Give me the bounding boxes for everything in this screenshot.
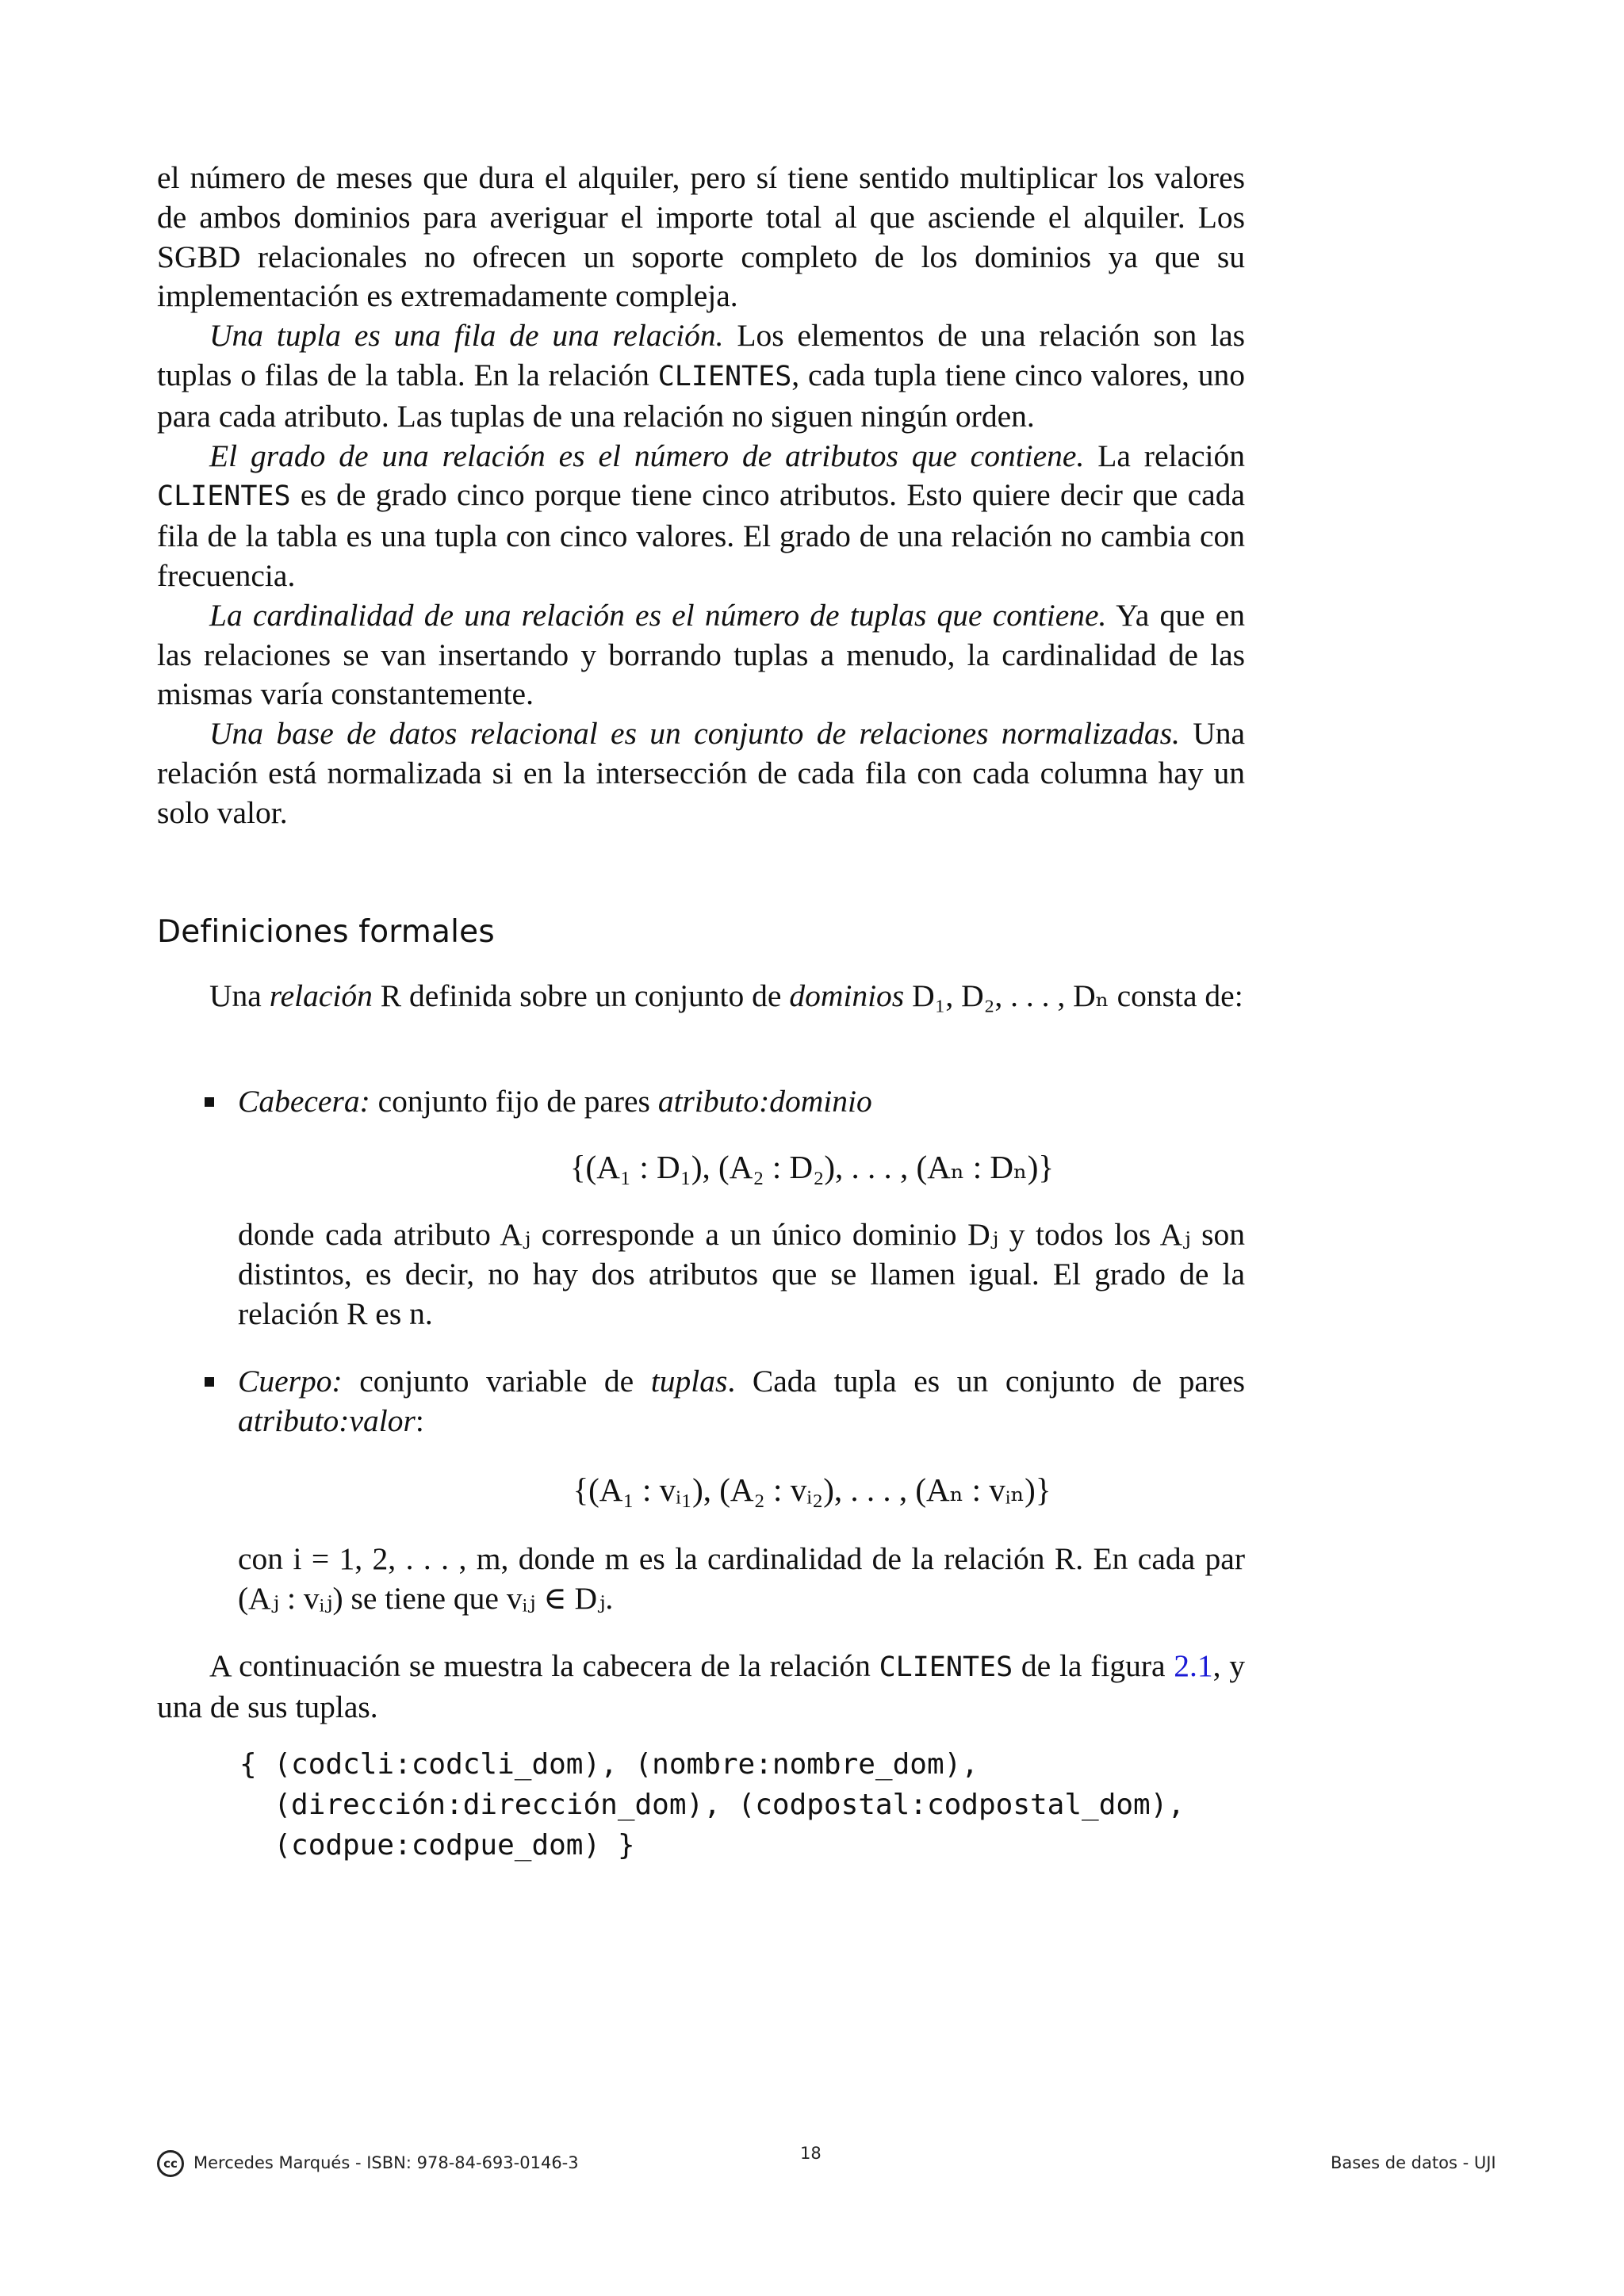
paragraph-text: A continuación se muestra la cabecera de la relación [209,1648,879,1683]
paragraph-formal-intro [157,977,1245,1016]
emphasis-text: atributo:dominio [657,1084,872,1119]
bullet-paragraph: con i = 1, 2, . . . , m, donde m es la cardinalidad de la relación R. En cada par (Aⱼ : vᵢⱼ) se tiene que vᵢⱼ ∈ Dⱼ. [238,1541,1245,1616]
definition-cardinality: La cardinalidad de una relación es el número de tuplas que contiene. [209,597,1107,633]
code-inline: CLIENTES [657,360,792,392]
paragraph-degree [157,437,1245,596]
code-inline: CLIENTES [157,480,291,513]
paragraph-text: el número de meses que dura el alquiler, pero sí tiene sentido multiplicar los valores de ambos dominios para averiguar el importe total al que asciende el alquiler. Los SGBD relacionales no ofrecen un soporte completo de los dominios ya que su implementación es extremadamente compleja. [157,160,1245,314]
creative-commons-icon: cc [157,2150,184,2177]
body-text-upper [157,159,1245,833]
paragraph-text: , cada tupla tiene cinco valores, uno para cada atributo. Las tuplas de una relación no siguen ningún orden. [157,357,1245,434]
continuation-paragraph [157,1647,1245,1728]
paragraph-text: Una [209,978,270,1013]
definition-degree: El grado de una relación es el número de atributos que contiene. [209,438,1085,473]
paragraph-text: conjunto fijo de pares [370,1084,658,1119]
bullet-paragraph: donde cada atributo Aⱼ corresponde a un único dominio Dⱼ y todos los Aⱼ son distintos, es decir, no hay dos atributos que se llamen igual. El grado de la relación R es n. [238,1217,1245,1331]
bullet-cabecera-body [157,1215,1245,1334]
emphasis-text: tuplas [650,1364,728,1399]
code-line: (dirección:dirección_dom), (codpostal:codpostal_dom), [239,1789,1185,1821]
paragraph-text: . Cada tupla es un conjunto de pares [727,1364,1245,1399]
paragraph-tuple [157,316,1245,436]
bullet-text [238,1082,1245,1122]
paragraph-domains [157,159,1245,316]
bullet-square-icon [205,1377,214,1387]
bullet-text [238,1362,1245,1441]
display-equation-body: {(A₁ : vᵢ₁), (A₂ : vᵢ₂), . . . , (Aₙ : vᵢₙ)} [573,1471,1051,1508]
figure-reference-link[interactable]: 2.1 [1174,1648,1213,1683]
paragraph-text: D₁, D₂, . . . , Dₙ consta de: [904,978,1243,1013]
paragraph-text: Ya que en las relaciones se van insertando y borrando tuplas a menudo, la cardinalidad de las mismas varía constantemente. [157,597,1245,712]
emphasis-text: Cabecera: [238,1084,370,1119]
paragraph-database [157,714,1245,832]
bullet-square-icon [205,1097,214,1107]
code-inline: CLIENTES [879,1651,1013,1683]
footer-book-title: Bases de datos - UJI [1331,2153,1496,2172]
paragraph-text: La relación [1084,438,1246,473]
paragraph-text: de la figura [1013,1648,1174,1683]
emphasis-text: atributo:valor [238,1402,416,1438]
bullet-cuerpo-body [157,1540,1245,1619]
display-equation-header: {(A₁ : D₁), (A₂ : D₂), . . . , (Aₙ : Dₙ)} [569,1149,1055,1185]
emphasis-text: dominios [789,978,905,1013]
code-line: { (codcli:codcli_dom), (nombre:nombre_dom), [239,1748,979,1781]
code-block [239,1744,1185,1866]
section-heading: Definiciones formales [157,914,495,950]
paragraph-cardinality [157,596,1245,714]
paragraph-text: Los elementos de una relación son las tuplas o filas de la tabla. En la relación [157,318,1245,392]
paragraph-text: conjunto variable de [342,1364,651,1399]
formal-intro [157,977,1245,1016]
page-number: 18 [800,2144,822,2163]
paragraph-text: Una relación está normalizada si en la intersección de cada fila con cada columna hay un solo valor. [157,716,1246,830]
paragraph-text: es de grado cinco porque tiene cinco atributos. Esto quiere decir que cada fila de la tabla es una tupla con cinco valores. El grado de una relación no cambia con frecuencia. [157,477,1245,593]
footer-author-isbn: Mercedes Marqués - ISBN: 978-84-693-0146-3 [193,2153,579,2172]
definition-database: Una base de datos relacional es un conjunto de relaciones normalizadas. [209,716,1180,752]
code-line: (codpue:codpue_dom) } [239,1829,635,1862]
emphasis-text: Cuerpo: [238,1364,343,1399]
bullet-cuerpo [157,1362,1245,1441]
paragraph-text: , y una de sus tuplas. [157,1648,1245,1724]
emphasis-text: relación [269,978,373,1013]
paragraph-continuation [157,1647,1245,1728]
bullet-cabecera [157,1082,1245,1122]
paragraph-text: : [415,1402,424,1438]
definition-tuple: Una tupla es una fila de una relación. [209,318,724,354]
paragraph-text: R definida sobre un conjunto de [372,978,790,1013]
